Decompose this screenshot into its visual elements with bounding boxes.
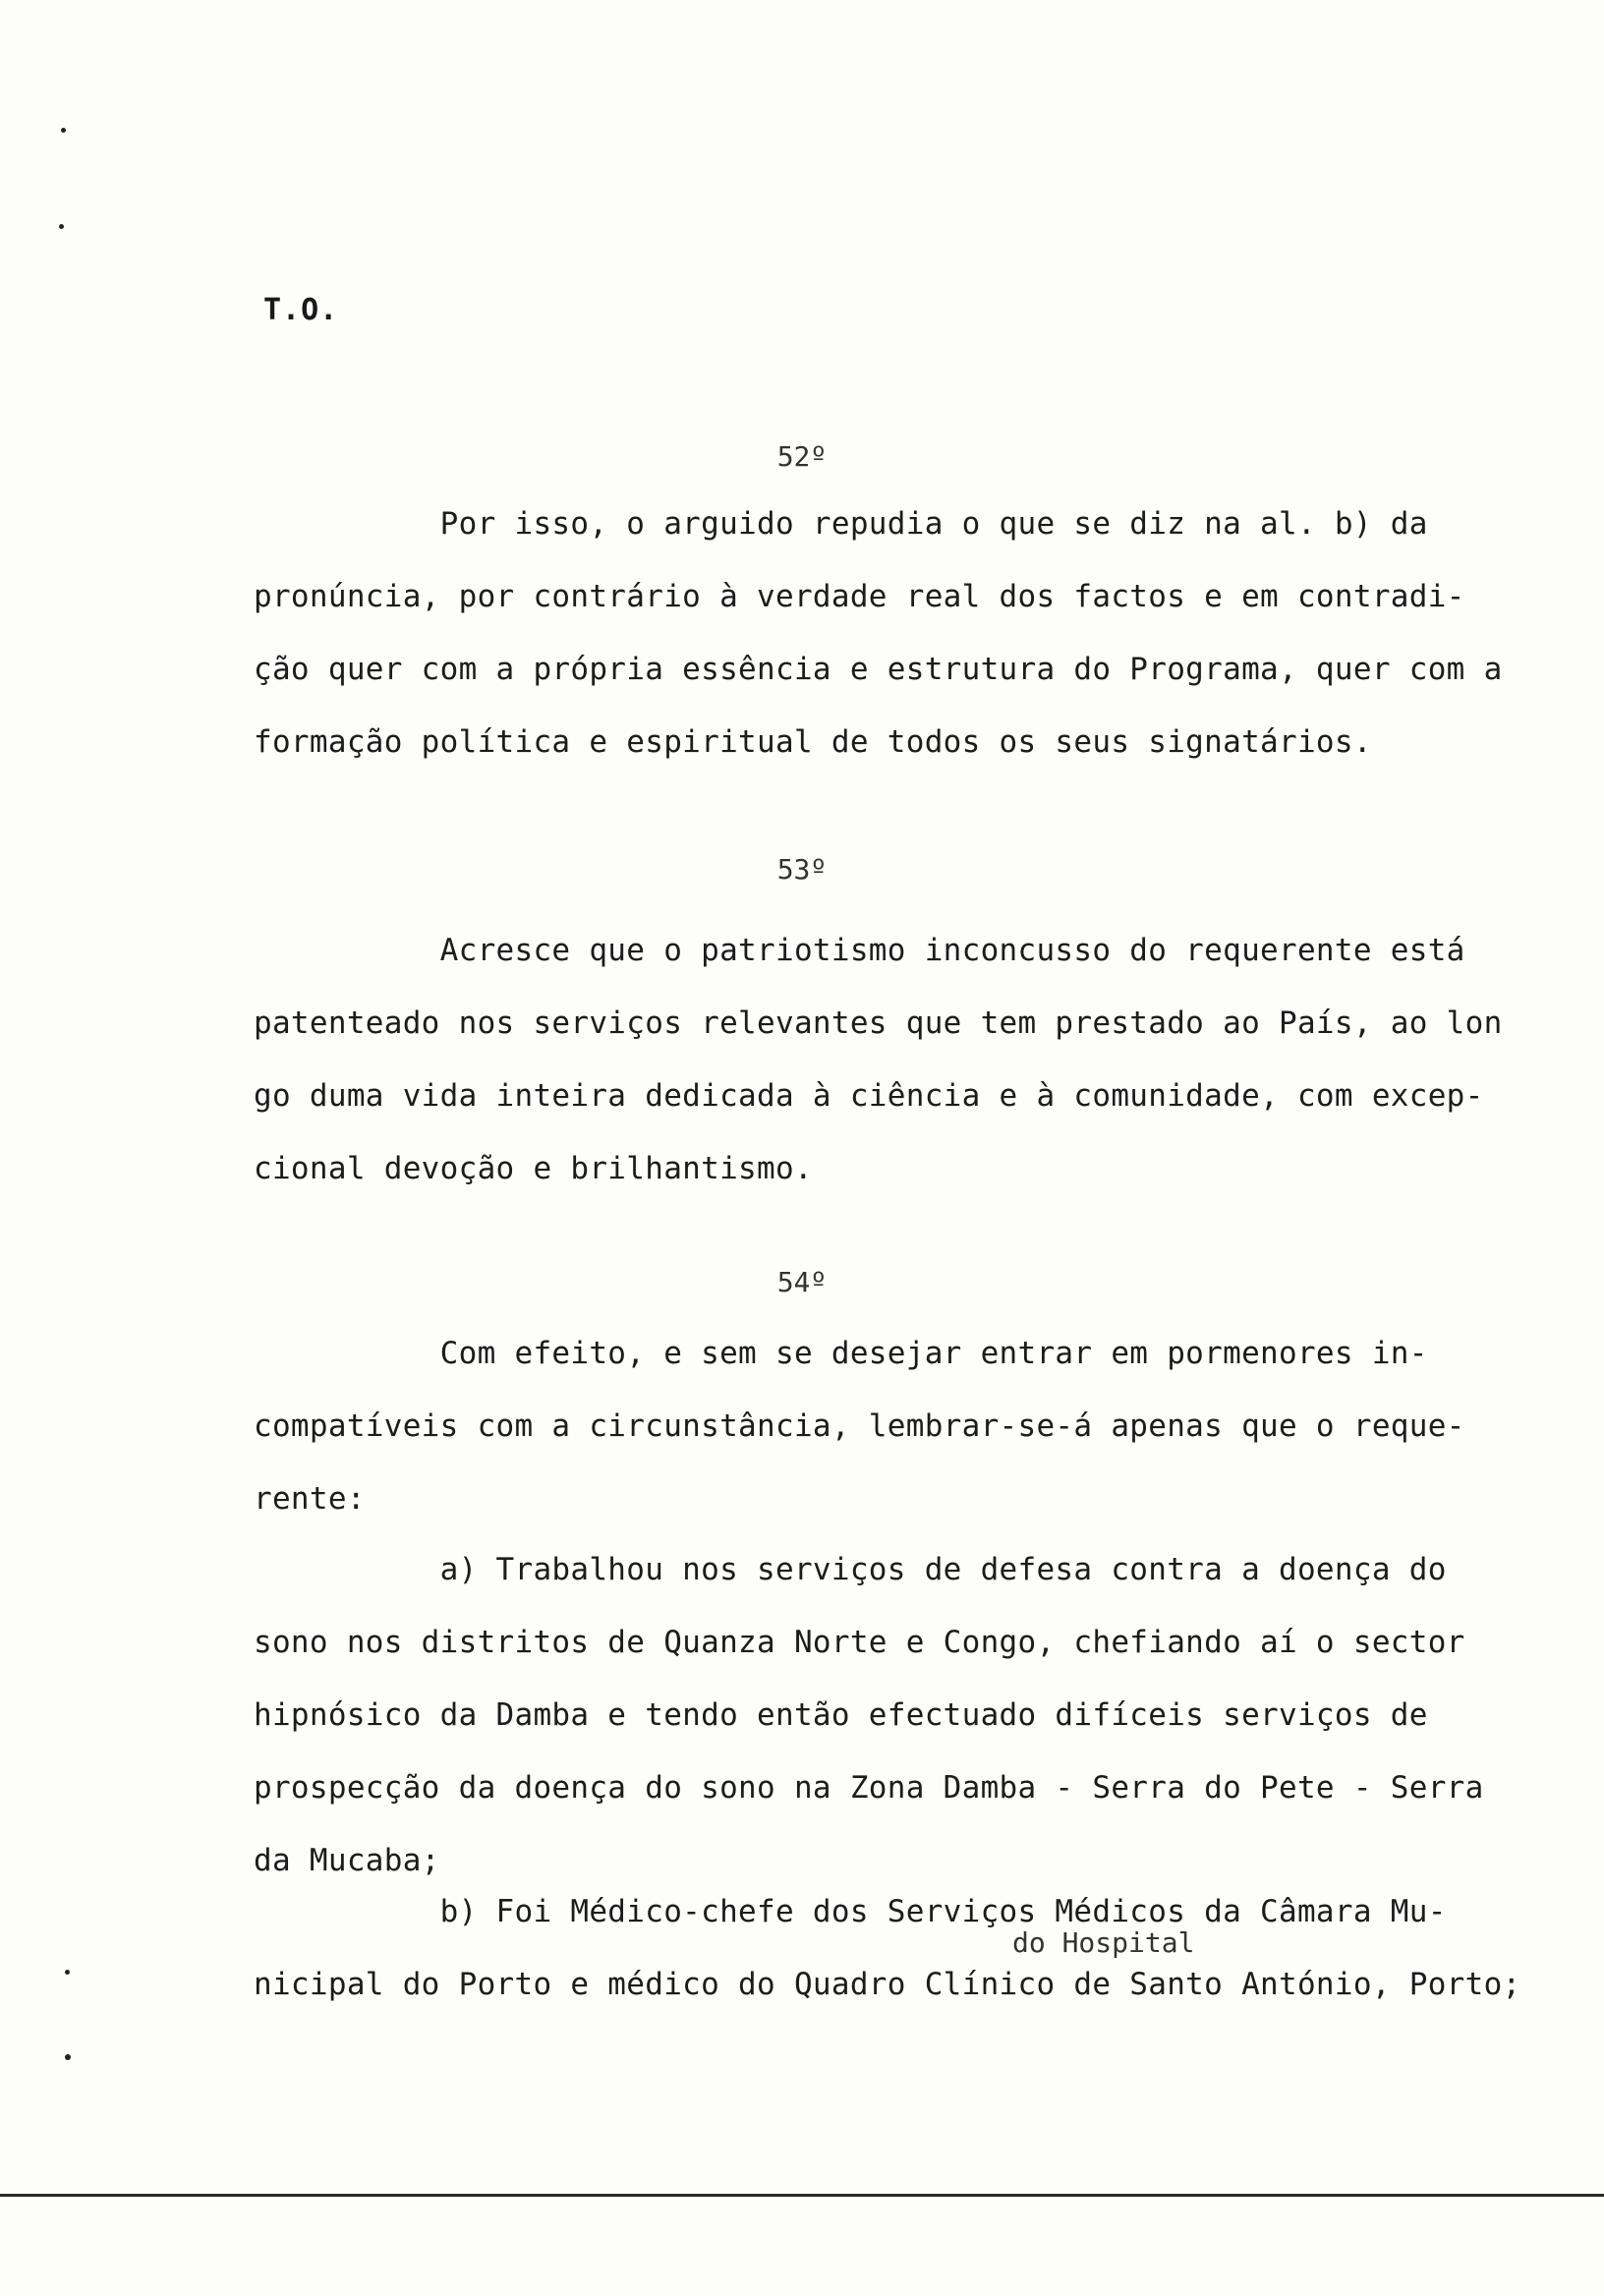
text-line: cional devoção e brilhantismo.	[254, 1151, 813, 1186]
scan-speck	[65, 1970, 70, 1975]
text-line: pronúncia, por contrário à verdade real dos factos e em contradi-	[254, 579, 1465, 614]
item-a-text	[254, 1533, 1571, 1897]
text-line: b) Foi Médico-chefe dos Serviços Médicos da Câmara Mu-	[254, 1894, 1447, 1929]
document-header-label: T.O.	[263, 293, 339, 327]
text-line: sono nos distritos de Quanza Norte e Congo, chefiando aí o sector	[254, 1625, 1465, 1660]
text-line: a) Trabalhou nos serviços de defesa contra a doença do	[254, 1552, 1447, 1587]
text-line: compatíveis com a circunstância, lembrar-se-á apenas que o reque-	[254, 1408, 1465, 1444]
article-54-text	[254, 1317, 1571, 1535]
text-line: da Mucaba;	[254, 1843, 440, 1878]
text-line: patenteado nos serviços relevantes que tem prestado ao País, ao lon	[254, 1005, 1503, 1041]
text-line: hipnósico da Damba e tendo então efectuado difíceis serviços de	[254, 1697, 1428, 1733]
text-line: formação política e espiritual de todos os seus signatários.	[254, 724, 1372, 760]
page-bottom-edge	[0, 2194, 1604, 2197]
text-line: Com efeito, e sem se desejar entrar em pormenores in-	[254, 1336, 1428, 1371]
text-line: nicipal do Porto e médico do Quadro Clínico de Santo António, Porto;	[254, 1967, 1521, 2002]
text-line: go duma vida inteira dedicada à ciência e à comunidade, com excep-	[254, 1078, 1484, 1114]
scan-speck	[65, 2054, 71, 2060]
item-b-text	[254, 1875, 1571, 2021]
text-line: ção quer com a própria essência e estrutura do Programa, quer com a	[254, 652, 1503, 687]
text-line: prospecção da doença do sono na Zona Damba - Serra do Pete - Serra	[254, 1770, 1484, 1806]
scan-speck	[59, 224, 64, 229]
text-line: Por isso, o arguido repudia o que se diz na al. b) da	[254, 506, 1428, 542]
scan-speck	[61, 128, 66, 133]
article-52-text	[254, 488, 1571, 778]
text-line: rente:	[254, 1481, 366, 1517]
article-53-text	[254, 914, 1571, 1205]
article-number-52: 52º	[776, 440, 828, 473]
article-number-54: 54º	[776, 1266, 828, 1298]
text-line: Acresce que o patriotismo inconcusso do requerente está	[254, 933, 1465, 968]
handwritten-insertion: do Hospital	[1012, 1926, 1195, 1959]
article-number-53: 53º	[776, 853, 828, 886]
